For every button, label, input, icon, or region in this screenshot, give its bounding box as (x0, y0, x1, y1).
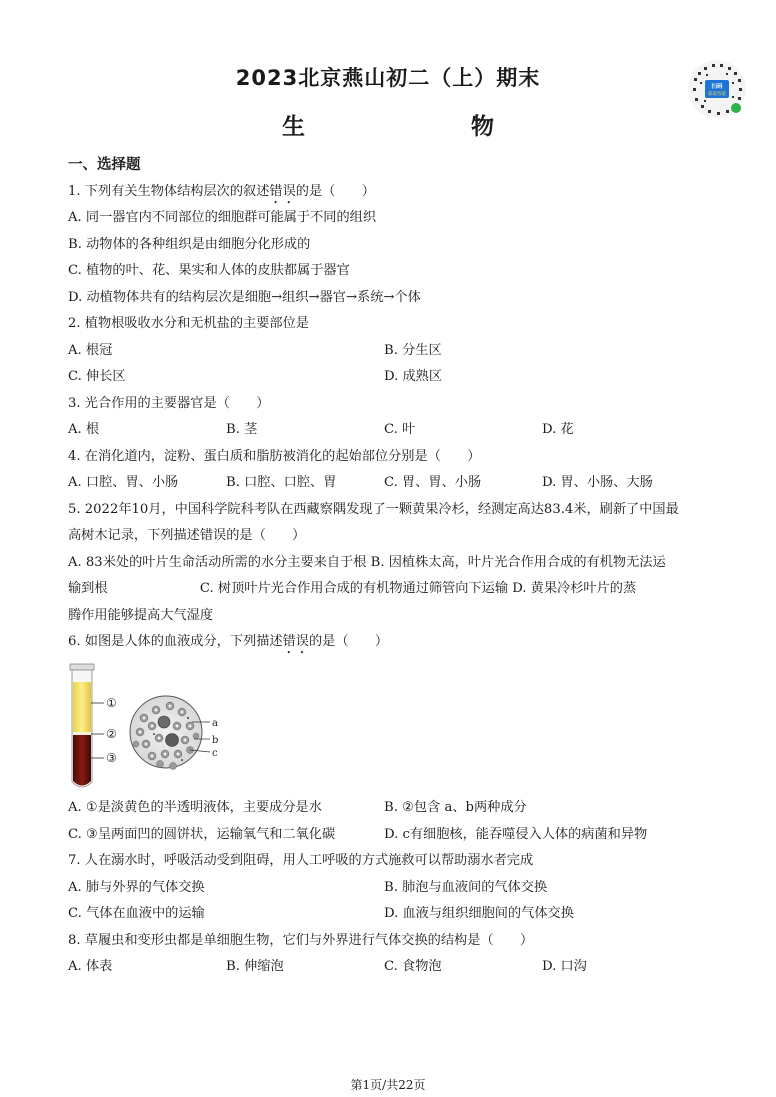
q4-stem: 4. 在消化道内，淀粉、蛋白质和脂肪被消化的起始部位分别是（ ） (68, 449, 481, 464)
q7-option-c: C. 气体在血液中的运输 (68, 906, 205, 921)
subject-title: 生 物 (282, 114, 534, 140)
q3-option-c: C. 叶 (384, 422, 416, 437)
q5-options-line3: A. 83米处的叶片生命活动所需的水分主要来自于根 B. 因植株太高，叶片光合作用合成的有机物无法运 (68, 555, 666, 570)
q6-emphasis: 错误 (282, 634, 309, 649)
q1-option-d: D. 动植物体共有的结构层次是细胞→组织→器官→系统→个体 (68, 290, 421, 305)
q3-option-d: D. 花 (542, 422, 574, 437)
q6-option-d: D. c有细胞核，能吞噬侵入人体的病菌和异物 (384, 827, 648, 842)
label-a: a (212, 718, 218, 729)
q5-stem-line1: 5. 2022年10月，中国科学院科考队在西藏察隅发现了一颗黄果冷杉，经测定高达83.4米，刷新了中国最 (68, 502, 679, 517)
q6-option-a: A. ①是淡黄色的半透明液体，主要成分是水 (68, 800, 322, 815)
label-b: b (212, 735, 219, 746)
q8-option-c: C. 食物泡 (384, 959, 442, 974)
q2-option-a: A. 根冠 (68, 343, 113, 358)
label-1: ① (106, 696, 117, 710)
q3-option-b: B. 茎 (226, 422, 258, 437)
q1-option-a: A. 同一器官内不同部位的细胞群可能属于不同的组织 (68, 210, 377, 225)
q7-stem: 7. 人在溺水时，呼吸活动受到阻碍，用人工呼吸的方式施救可以帮助溺水者完成 (68, 853, 534, 868)
q7-option-a: A. 肺与外界的气体交换 (68, 880, 205, 895)
exam-title: 2023北京燕山初二（上）期末 (235, 66, 541, 90)
q6-stem-text: 6. 如图是人体的血液成分，下列描述 (68, 634, 283, 649)
q1-emphasis: 错误 (269, 184, 296, 199)
q7-option-b: B. 肺泡与血液间的气体交换 (384, 880, 548, 895)
q8-option-a: A. 体表 (68, 959, 113, 974)
label-c: c (212, 748, 218, 759)
svg-text:获取答案: 获取答案 (708, 92, 726, 97)
q2-option-b: B. 分生区 (384, 343, 442, 358)
q6-option-c: C. ③呈两面凹的圆饼状，运输氧气和二氧化碳 (68, 827, 336, 842)
q3-option-a: A. 根 (68, 422, 100, 437)
q6-stem (68, 632, 388, 657)
blood-composition-figure (64, 660, 224, 795)
q5-options-line4: 输到根 C. 树顶叶片光合作用合成的有机物通过筛管向下运输 D. 黄果冷杉叶片的蒸 (68, 581, 637, 596)
q4-option-c: C. 胃、胃、小肠 (384, 475, 482, 490)
q8-option-b: B. 伸缩泡 (226, 959, 284, 974)
page-number: 第1页/共22页 (350, 1078, 426, 1092)
q3-stem: 3. 光合作用的主要器官是（ ） (68, 396, 270, 411)
qr-code-logo (686, 58, 748, 120)
q4-option-a: A. 口腔、胃、小肠 (68, 475, 179, 490)
q1-stem-end: 的是（ ） (295, 184, 375, 199)
q6-stem-end: 的是（ ） (308, 634, 389, 649)
q1-option-b: B. 动物体的各种组织是由细胞分化形成的 (68, 237, 311, 252)
q4-option-b: B. 口腔、口腔、胃 (226, 475, 337, 490)
section-title: 一、选择题 (68, 157, 141, 173)
svg-text:扫码: 扫码 (711, 84, 723, 90)
q1-stem-text: 1. 下列有关生物体结构层次的叙述 (68, 184, 270, 199)
q7-option-d: D. 血液与组织细胞间的气体交换 (384, 906, 574, 921)
q1-option-c: C. 植物的叶、花、果实和人体的皮肤都属于器官 (68, 263, 350, 278)
q2-option-d: D. 成熟区 (384, 369, 443, 384)
q6-option-b: B. ②包含 a、b两种成分 (384, 800, 527, 815)
q8-option-d: D. 口沟 (542, 959, 587, 974)
q4-option-d: D. 胃、小肠、大肠 (542, 475, 653, 490)
q5-stem-line2: 高树木记录，下列描述错误的是（ ） (68, 528, 306, 543)
q5-options-line5: 腾作用能够提高大气湿度 (68, 608, 214, 623)
label-2: ② (106, 727, 117, 741)
q2-stem: 2. 植物根吸收水分和无机盐的主要部位是 (68, 316, 309, 331)
q1-stem (68, 182, 375, 207)
q2-option-c: C. 伸长区 (68, 369, 126, 384)
label-3: ③ (106, 751, 117, 765)
q8-stem: 8. 草履虫和变形虫都是单细胞生物，它们与外界进行气体交换的结构是（ ） (68, 933, 534, 948)
